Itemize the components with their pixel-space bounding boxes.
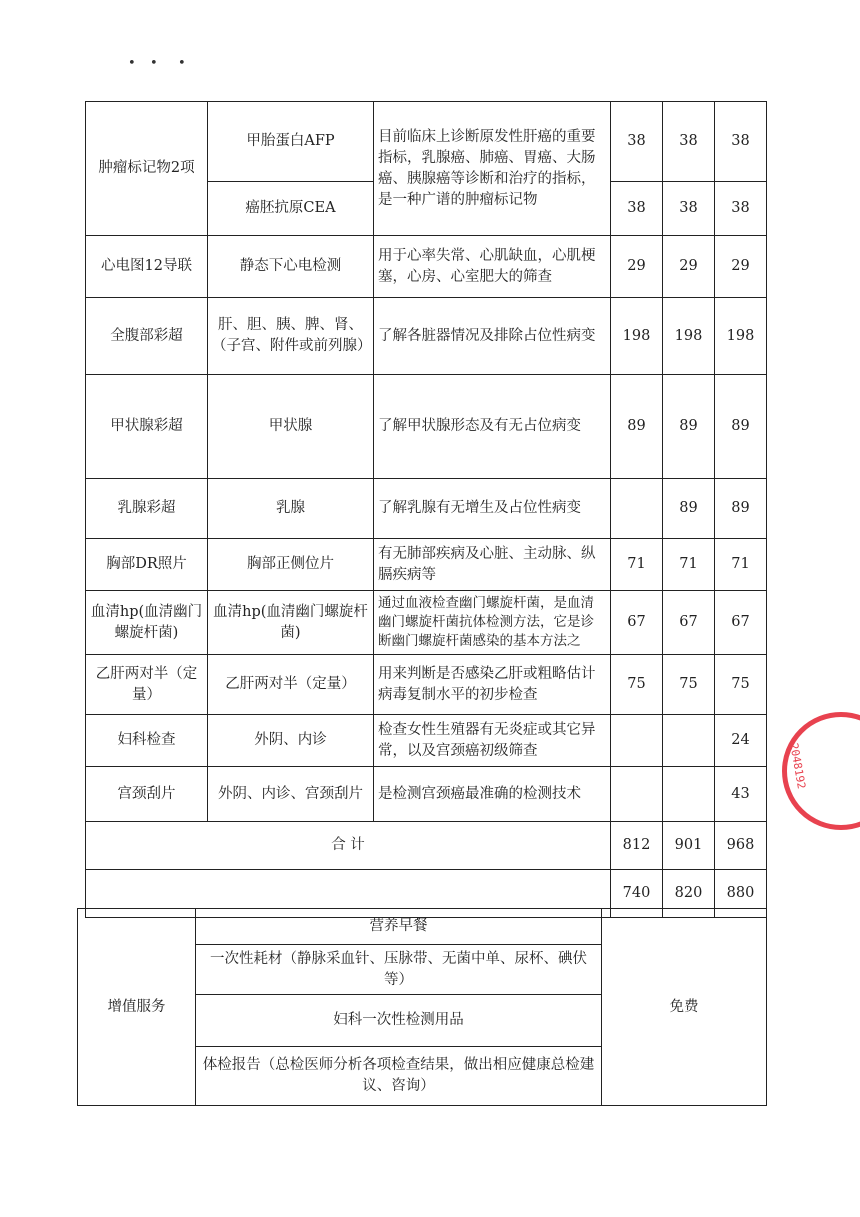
table-row [86,102,767,182]
item-cell: 血清hp(血清幽门螺旋杆菌) [208,591,374,655]
price-cell: 43 [715,767,767,822]
price-cell: 198 [663,298,715,375]
table-row [86,591,767,655]
total-value: 968 [715,822,767,870]
description-cell: 是检测宫颈癌最准确的检测技术 [374,767,611,822]
price-cell [663,715,715,767]
category-cell: 乳腺彩超 [86,479,208,539]
item-cell: 乳腺 [208,479,374,539]
item-cell: 癌胚抗原CEA [208,182,374,236]
description-cell: 检查女性生殖器有无炎症或其它异常，以及宫颈癌初级筛查 [374,715,611,767]
price-cell: 38 [663,182,715,236]
price-cell: 75 [715,655,767,715]
price-cell: 89 [663,479,715,539]
item-cell: 外阴、内诊 [208,715,374,767]
scan-mark: • [128,56,136,71]
price-cell: 29 [715,236,767,298]
discount-value: 740 [611,870,663,918]
service-item: 妇科一次性检测用品 [196,995,602,1047]
price-cell: 75 [611,655,663,715]
description-cell: 通过血液检查幽门螺旋杆菌，是血清幽门螺旋杆菌抗体检测方法，它是诊断幽门螺旋杆菌感染的基本方法之 [374,591,611,655]
value-added-label: 增值服务 [78,909,196,1106]
price-cell: 29 [663,236,715,298]
price-cell: 198 [715,298,767,375]
category-cell: 甲状腺彩超 [86,375,208,479]
description-cell: 用于心率失常、心肌缺血，心肌梗塞，心房、心室肥大的筛查 [374,236,611,298]
table-row [86,375,767,479]
service-item: 一次性耗材（静脉采血针、压脉带、无菌中单、尿杯、碘伏等） [196,945,602,995]
price-cell: 67 [611,591,663,655]
service-item: 营养早餐 [196,909,602,945]
price-cell: 71 [715,539,767,591]
service-price: 免费 [602,909,767,1106]
price-cell: 89 [611,375,663,479]
value-added-table [77,908,767,1106]
table-row [86,479,767,539]
table-row [86,298,767,375]
item-cell: 静态下心电检测 [208,236,374,298]
category-cell: 胸部DR照片 [86,539,208,591]
description-cell: 有无肺部疾病及心脏、主动脉、纵膈疾病等 [374,539,611,591]
description-cell: 了解甲状腺形态及有无占位病变 [374,375,611,479]
item-cell: 外阴、内诊、宫颈刮片 [208,767,374,822]
price-cell [611,767,663,822]
category-cell: 乙肝两对半（定量） [86,655,208,715]
description-cell: 目前临床上诊断原发性肝癌的重要指标，乳腺癌、肺癌、胃癌、大肠癌、胰腺癌等诊断和治疗的指标，是一种广谱的肿瘤标记物 [374,102,611,236]
table-row [86,715,767,767]
price-cell [611,715,663,767]
category-cell: 心电图12导联 [86,236,208,298]
table-row [78,909,767,945]
price-cell: 71 [611,539,663,591]
exam-price-table [85,101,767,918]
price-cell: 71 [663,539,715,591]
total-label: 合 计 [86,822,611,870]
service-item: 体检报告（总检医师分析各项检查结果，做出相应健康总检建议、咨询） [196,1047,602,1106]
total-value: 901 [663,822,715,870]
price-cell: 89 [715,479,767,539]
price-cell: 38 [715,102,767,182]
item-cell: 乙肝两对半（定量） [208,655,374,715]
price-cell: 89 [715,375,767,479]
price-cell: 198 [611,298,663,375]
price-cell [663,767,715,822]
category-cell: 血清hp(血清幽门螺旋杆菌) [86,591,208,655]
description-cell: 用来判断是否感染乙肝或粗略估计病毒复制水平的初步检查 [374,655,611,715]
category-cell: 肿瘤标记物2项 [86,102,208,236]
price-cell: 38 [611,182,663,236]
category-cell: 宫颈刮片 [86,767,208,822]
price-cell: 29 [611,236,663,298]
description-cell: 了解乳腺有无增生及占位性病变 [374,479,611,539]
table-row [86,236,767,298]
table-row [86,655,767,715]
category-cell: 全腹部彩超 [86,298,208,375]
price-cell: 38 [663,102,715,182]
price-cell: 38 [715,182,767,236]
table-row [86,767,767,822]
description-cell: 了解各脏器情况及排除占位性病变 [374,298,611,375]
price-cell: 38 [611,102,663,182]
item-cell: 甲状腺 [208,375,374,479]
discount-value: 880 [715,870,767,918]
price-cell: 75 [663,655,715,715]
item-cell: 甲胎蛋白AFP [208,102,374,182]
table-row [86,539,767,591]
item-cell: 胸部正侧位片 [208,539,374,591]
price-cell [611,479,663,539]
total-row [86,822,767,870]
price-cell: 24 [715,715,767,767]
scan-mark: • [178,56,186,71]
price-cell: 67 [715,591,767,655]
seal-stamp-number: 2048192 [787,742,809,790]
price-cell: 89 [663,375,715,479]
price-cell: 67 [663,591,715,655]
discount-value: 820 [663,870,715,918]
item-cell: 肝、胆、胰、脾、肾、（子宫、附件或前列腺） [208,298,374,375]
total-value: 812 [611,822,663,870]
category-cell: 妇科检查 [86,715,208,767]
scan-mark: • [150,56,158,71]
